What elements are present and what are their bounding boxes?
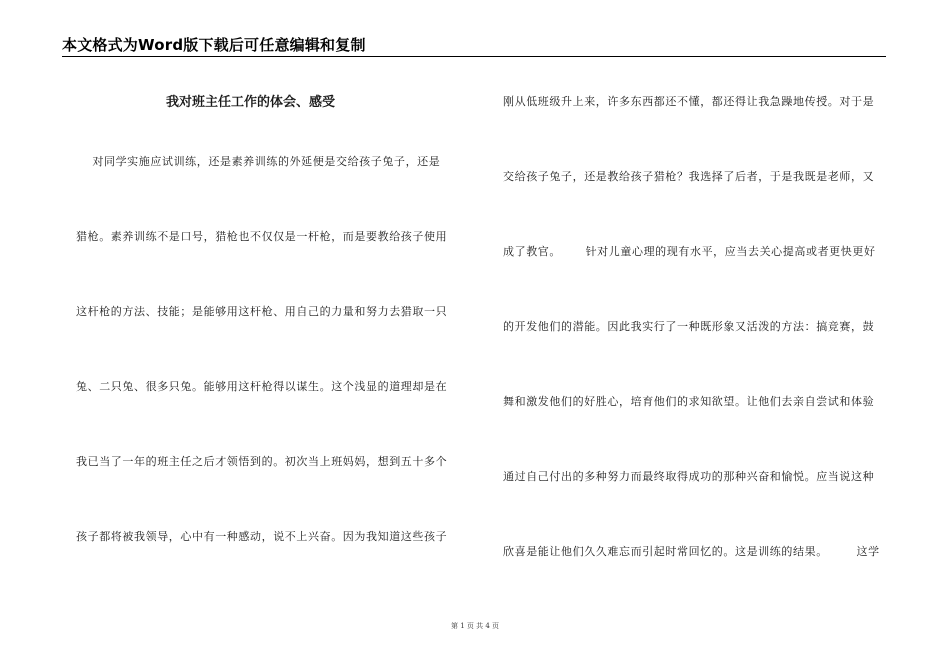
text-line: 猎枪。素养训练不是口号，猎枪也不仅仅是一杆枪，而是要教给孩子使用 <box>76 230 448 243</box>
page-number: 第 1 页 共 4 页 <box>450 622 500 630</box>
header-text: 本文格式为Word版下载后可任意编辑和复制 <box>62 36 366 54</box>
text-line: 兔、二只兔、很多只兔。能够用这杆枪得以谋生。这个浅显的道理却是在 <box>76 380 448 393</box>
text-line: 交给孩子兔子，还是教给孩子猎枪？我选择了后者，于是我既是老师，又 <box>503 170 875 183</box>
text-line: 刚从低班级升上来，许多东西都还不懂，都还得让我急躁地传授。对于是 <box>503 95 875 108</box>
document-header <box>62 34 886 57</box>
text-line: 舞和激发他们的好胜心，培育他们的求知欲望。让他们去亲自尝试和体验 <box>503 395 875 408</box>
text-line: 的开发他们的潜能。因此我实行了一种既形象又活泼的方法：搞竞赛，鼓 <box>503 320 875 333</box>
article-title: 我对班主任工作的体会、感受 <box>166 95 336 110</box>
text-line: 欣喜是能让他们久久难忘而引起时常回忆的。这是训练的结果。 这学 <box>503 545 880 558</box>
text-line: 孩子都将被我领导，心中有一种感动，说不上兴奋。因为我知道这些孩子 <box>76 530 448 543</box>
text-line: 这杆枪的方法、技能；是能够用这杆枪、用自己的力量和努力去猎取一只 <box>76 305 448 318</box>
text-line: 我已当了一年的班主任之后才领悟到的。初次当上班妈妈，想到五十多个 <box>76 455 448 468</box>
text-line: 对同学实施应试训练，还是素养训练的外延便是交给孩子兔子，还是 <box>76 155 441 168</box>
text-line: 成了教官。 针对儿童心理的现有水平，应当去关心提高或者更快更好 <box>503 245 876 258</box>
text-line: 通过自己付出的多种努力而最终取得成功的那种兴奋和愉悦。应当说这种 <box>503 470 875 483</box>
